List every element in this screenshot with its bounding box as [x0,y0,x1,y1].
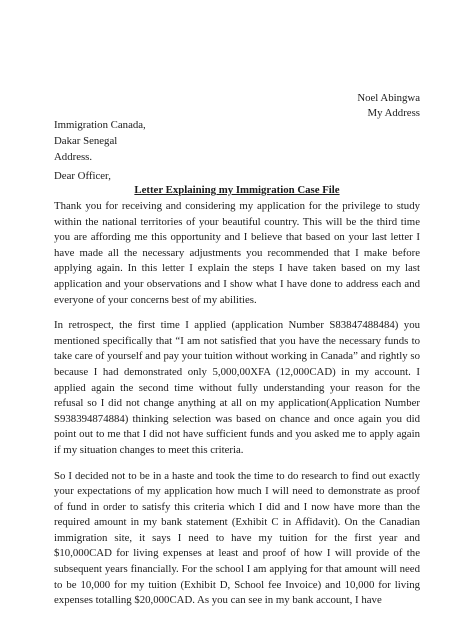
salutation: Dear Officer, [54,170,111,182]
letter-title: Letter Explaining my Immigration Case File [134,184,340,196]
sender-block [357,91,420,121]
sender-address: My Address [367,107,420,119]
recipient-block [54,117,146,165]
recipient-line-1: Immigration Canada, [54,119,146,131]
body-paragraph-1: Thank you for receiving and considering my application for the privilege to study within the national territories of your beautiful country. This will be the third time you are affording me this opportunity and I believe that based on your last letter I have made all the necessary adjustments you recommended that I make before applying again. In this letter I explain the steps I have taken based on my last application and your observations and I show what I have done to address each and everyone of your concerns best of my abilities. [54,200,420,306]
recipient-line-3: Address. [54,151,93,163]
sender-name: Noel Abingwa [357,92,420,104]
body-paragraph-3: So I decided not to be in a haste and took the time to do research to find out exactly your expectations of my application how much I will need to demonstrate as proof of fund in order to satisfy this criteria which I did and I now have more than the required amount in my bank statement (Exhibit C in Affidavit). On the Canadian immigration site, it says I need to have my tuition for the first year and $10,000CAD for living expenses at least and proof of how I will provide of the subsequent years financially. For the school I am applying for that amount will need to be 10,000 for my tuition (Exhibit D, School fee Invoice) and 10,000 for living expenses totalling $20,000CAD. As you can see in my bank account, I have [54,469,420,607]
letter-body [54,199,420,619]
body-paragraph-2: In retrospect, the first time I applied (application Number S83847488484) you mentioned specifically that “I am not satisfied that you have the necessary funds to take care of yourself and pay your tuition without working in Canada” and rightly so because I had demonstrated only 5,000,00XFA (12,000CAD) in my account. I applied again the second time without fully understanding your reason for the refusal so I did not change anything at all on my application(Application Number S938394874884) thinking selection was based on chance and once again you did point out to me that I did not have sufficient funds and you asked me to apply again if my situation changes to meet this criteria. [54,319,420,456]
recipient-line-2: Dakar Senegal [54,135,118,147]
